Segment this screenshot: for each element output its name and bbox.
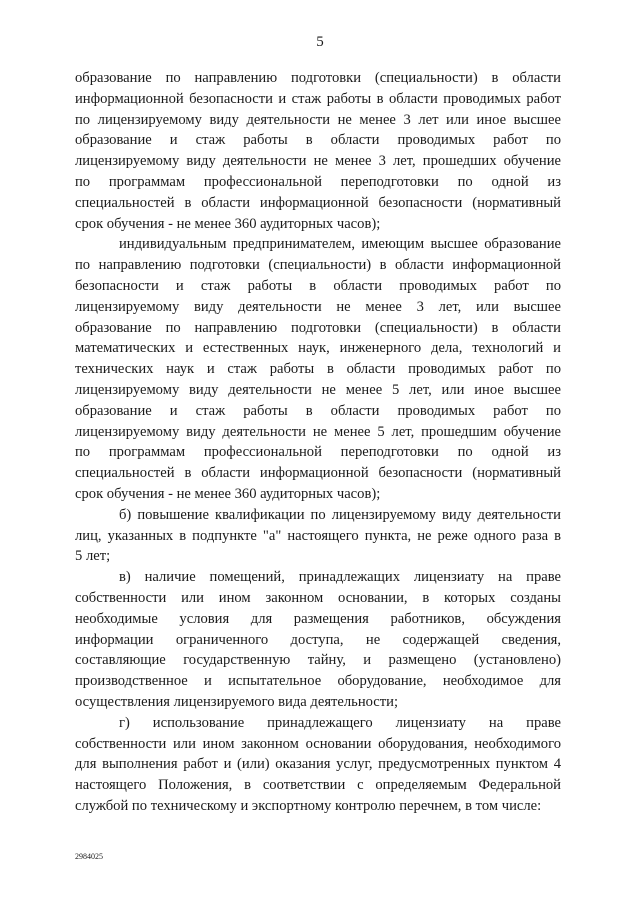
text-line: производственное и испытательное оборудование, необходимое для — [75, 673, 561, 690]
page-number: 5 — [316, 34, 324, 50]
text-line: собственности или ином законном основании, в которых созданы — [75, 589, 561, 606]
text-line: составляющие государственную тайну, и размещено (установлено) — [75, 652, 561, 669]
text-line: специальностей в области информационной безопасности (нормативный — [75, 194, 561, 211]
paragraph — [75, 567, 561, 713]
text-line: по лицензируемому виду деятельности не менее 3 лет или иное высшее — [75, 111, 561, 128]
text-line: образование по направлению подготовки (специальности) в области — [75, 319, 561, 336]
text-line: образование и стаж работы в области проводимых работ по — [75, 132, 561, 149]
text-line: специальностей в области информационной безопасности (нормативный — [75, 465, 561, 482]
text-line: собственности или ином законном основании оборудования, необходимого — [75, 735, 561, 752]
text-line: необходимые условия для размещения работников, обсуждения — [75, 610, 561, 627]
paragraph — [75, 713, 561, 817]
text-line: в) наличие помещений, принадлежащих лицензиату на праве — [119, 569, 561, 586]
text-line: б) повышение квалификации по лицензируемому виду деятельности — [119, 506, 561, 523]
text-line: лицензируемому виду деятельности не менее 3 лет, прошедших обучение — [75, 153, 561, 170]
text-line: математических и естественных наук, инженерного дела, технологий и — [75, 340, 561, 357]
text-line: осуществления лицензируемого вида деятельности; — [75, 693, 399, 710]
text-line: лицензируемому виду деятельности не менее 5 лет, или иное высшее — [75, 381, 561, 398]
text-line: по программам профессиональной переподготовки по одной из — [75, 444, 561, 461]
text-line: службой по техническому и экспортному контролю перечнем, в том числе: — [75, 797, 542, 814]
text-line: срок обучения - не менее 360 аудиторных часов); — [75, 215, 381, 232]
text-line: для выполнения работ и (или) оказания услуг, предусмотренных пунктом 4 — [75, 756, 561, 773]
text-line: образование по направлению подготовки (специальности) в области — [75, 70, 561, 86]
text-line: настоящего Положения, в соответствии с определяемым Федеральной — [75, 777, 561, 794]
text-line: индивидуальным предпринимателем, имеющим высшее образование — [119, 236, 561, 253]
paragraph — [75, 234, 561, 504]
text-line: безопасности и стаж работы в области проводимых работ по — [75, 277, 561, 294]
text-line: срок обучения - не менее 360 аудиторных часов); — [75, 485, 381, 502]
text-line: образование и стаж работы в области проводимых работ по — [75, 402, 561, 419]
text-line: 5 лет; — [75, 548, 111, 565]
document-id: 2984025 — [75, 852, 103, 861]
text-line: лицензируемому виду деятельности не менее 5 лет, прошедшим обучение — [75, 423, 561, 440]
paragraph — [75, 68, 561, 234]
text-line: лиц, указанных в подпункте "а" настоящего пункта, не реже одного раза в — [75, 527, 561, 544]
text-line: информации ограниченного доступа, не содержащей сведения, — [75, 631, 561, 648]
text-line: по программам профессиональной переподготовки по одной из — [75, 173, 561, 190]
text-line: лицензируемому виду деятельности не менее 3 лет, или высшее — [75, 298, 561, 315]
document-body — [75, 68, 561, 817]
text-line: технических наук и стаж работы в области проводимых работ по — [75, 361, 561, 378]
text-line: информационной безопасности и стаж работы в области проводимых работ — [75, 90, 561, 107]
paragraph — [75, 505, 561, 567]
text-line: г) использование принадлежащего лицензиату на праве — [119, 714, 561, 731]
text-line: по направлению подготовки (специальности) в области информационной — [75, 257, 561, 274]
